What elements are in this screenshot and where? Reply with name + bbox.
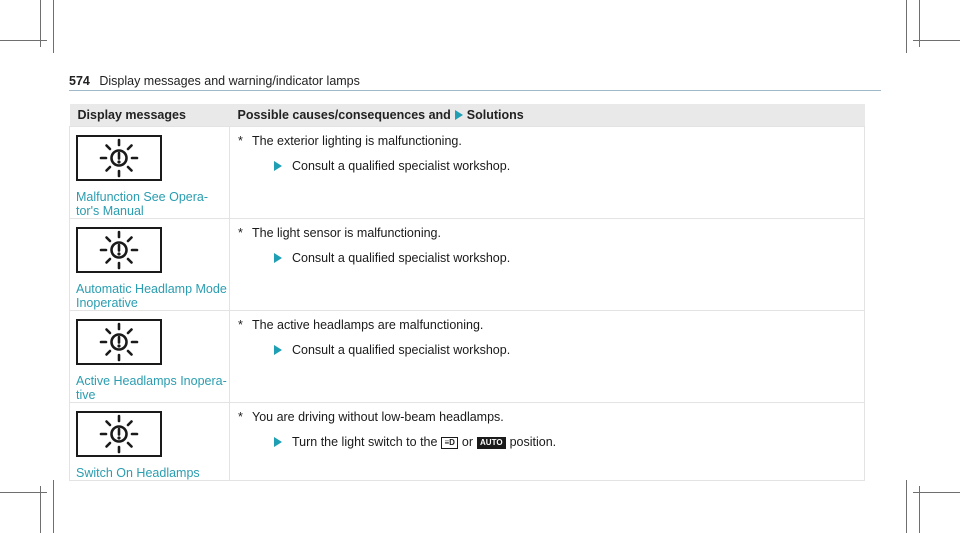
crop-mark (53, 0, 54, 53)
solution-suffix-label: position. (509, 435, 557, 449)
crop-mark (906, 0, 907, 53)
column-header-messages: Display messages (70, 104, 230, 127)
star-marker: * (238, 226, 243, 240)
solution-arrow-icon (274, 437, 282, 447)
light-malfunction-icon (76, 319, 162, 365)
table-row (70, 311, 865, 403)
solution-label: Consult a qualified specialist workshop. (292, 251, 511, 265)
solution-arrow-icon (274, 161, 282, 171)
column-header-causes-label: Possible causes/consequences and (237, 108, 451, 122)
star-marker: * (238, 410, 243, 424)
display-message-text: Active Headlamps Inopera- tive (76, 374, 227, 402)
low-beam-symbol-icon: ≡D (441, 437, 457, 449)
column-header-solutions-label: Solutions (466, 108, 524, 122)
light-malfunction-icon (76, 227, 162, 273)
cause-text (238, 133, 864, 149)
solution-label: Turn the light switch to the (292, 435, 438, 449)
table-header-row (70, 104, 865, 127)
auto-symbol-icon: AUTO (477, 437, 506, 449)
column-header-causes (230, 104, 865, 127)
solution-label: Consult a qualified specialist workshop. (292, 159, 511, 173)
page-header (69, 74, 360, 88)
solution-arrow-icon (274, 253, 282, 263)
page-number: 574 (69, 74, 90, 88)
table-row (70, 219, 865, 311)
solution-arrow-icon (274, 345, 282, 355)
cause-label: The active headlamps are malfunctioning. (252, 318, 484, 332)
cause-text (238, 409, 864, 425)
solution-arrow-icon (455, 110, 463, 120)
display-message-text: Automatic Headlamp Mode Inoperative (76, 282, 227, 310)
crop-mark (0, 492, 47, 493)
crop-mark (40, 486, 41, 533)
display-message-text: Switch On Headlamps (76, 466, 200, 480)
solution-text (274, 342, 864, 358)
crop-mark (913, 40, 960, 41)
header-rule (69, 90, 881, 91)
cause-label: The exterior lighting is malfunctioning. (252, 134, 462, 148)
table-row (70, 127, 865, 219)
light-malfunction-icon (76, 135, 162, 181)
display-message-text: Malfunction See Opera- tor's Manual (76, 190, 209, 218)
page-title: Display messages and warning/indicator lamps (99, 74, 360, 88)
crop-mark (0, 40, 47, 41)
solution-text (274, 434, 864, 450)
star-marker: * (238, 318, 243, 332)
display-messages-table (69, 104, 865, 481)
solution-text (274, 250, 864, 266)
crop-mark (919, 486, 920, 533)
star-marker: * (238, 134, 243, 148)
cause-text (238, 317, 864, 333)
crop-mark (913, 492, 960, 493)
crop-mark (906, 480, 907, 533)
solution-or-label: or (461, 435, 474, 449)
cause-text (238, 225, 864, 241)
solution-label: Consult a qualified specialist workshop. (292, 343, 511, 357)
table-row (70, 403, 865, 481)
light-malfunction-icon (76, 411, 162, 457)
cause-label: You are driving without low-beam headlamps. (252, 410, 504, 424)
solution-text (274, 158, 864, 174)
cause-label: The light sensor is malfunctioning. (252, 226, 441, 240)
crop-mark (53, 480, 54, 533)
